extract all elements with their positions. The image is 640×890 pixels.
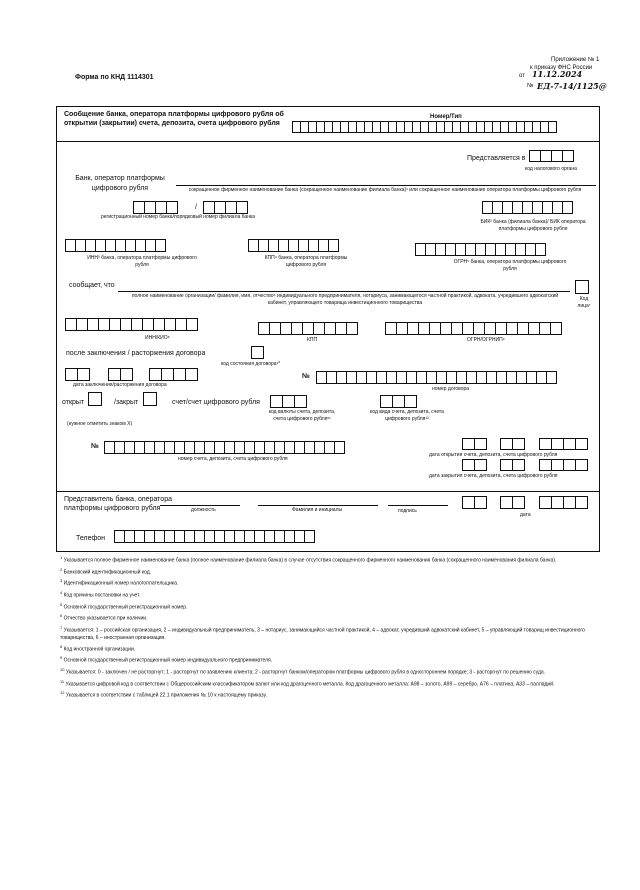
contract-day-cells[interactable]	[65, 368, 89, 381]
rep-date-caption: дата	[520, 512, 531, 518]
form-code: Форма по КНД 1114301	[75, 74, 154, 81]
closed-checkbox[interactable]	[143, 392, 157, 406]
rep-signature-caption: подпись	[398, 508, 417, 514]
appendix-line2: к приказу ФНС России	[530, 65, 593, 71]
footnote-number: 11	[60, 678, 65, 684]
footnote-text: Идентификационный номер налогоплательщика.	[62, 580, 179, 587]
footnote-number: 5	[60, 601, 63, 607]
contract-month-cells[interactable]	[108, 368, 132, 381]
footnote-text: Код иностранной организации.	[62, 646, 136, 653]
footnote-item	[60, 566, 590, 577]
footnote-item	[60, 612, 590, 623]
bik-cells[interactable]	[482, 201, 572, 214]
contract-number-cells[interactable]	[316, 371, 556, 384]
footnote-number: 8	[60, 643, 63, 649]
appendix-no: №	[527, 83, 534, 89]
footnote-item	[60, 577, 590, 588]
footnote-extra: Код драгоценного металла: А98 – золото, А99 – серебро, А76 – платина, А33 – палладий.	[344, 681, 555, 688]
client-name-caption: полное наименование организации/ фамилия, имя, отчество⁶ индивидуального предпринимателя, нотариуса, занимающегося частной практикой, адвоката, учредившего адвокатский кабинет, управляющего товарища инвестиционного товарищества	[131, 293, 559, 306]
appendix-date: 11.12.2024	[532, 69, 583, 79]
footnote-item	[60, 624, 590, 642]
bank-inn-cells[interactable]	[65, 239, 165, 252]
bank-reg-slash: /	[195, 204, 197, 211]
account-label: счет/счет цифрового рубля	[172, 399, 260, 406]
footnote-item	[60, 643, 590, 654]
client-inn-caption: ИНН/КИО⁸	[145, 335, 170, 341]
client-ogrn-cells[interactable]	[385, 322, 561, 335]
rep-name-line	[258, 505, 378, 506]
bank-kpp-caption: КПП⁴ банка, оператора платформы цифрового рубля	[264, 255, 348, 268]
closed-label: /закрыт	[114, 399, 139, 406]
person-code-cell[interactable]	[575, 280, 589, 294]
close-month-cells[interactable]	[500, 459, 524, 471]
currency-caption: код валюты счета, депозита, счета цифрового рубля¹¹	[268, 409, 336, 422]
client-kpp-cells[interactable]	[258, 322, 357, 335]
appendix-number: ЕД-7-14/1125@	[537, 81, 607, 91]
page-label: Номер/Тип	[430, 114, 462, 120]
rep-label: Представитель банка, оператора платформы цифрового рубля	[64, 496, 172, 512]
contract-date-caption: дата заключения/расторжения договора	[73, 382, 167, 388]
title-divider	[56, 141, 600, 142]
bank-reg-cells[interactable]	[133, 201, 177, 214]
rep-day-cells[interactable]	[462, 496, 486, 509]
close-year-cells[interactable]	[539, 459, 587, 471]
rep-divider	[56, 491, 600, 492]
bank-reg-caption: регистрационный номер банка/порядковый номер филиала банка	[101, 214, 256, 220]
footnote-number: 2	[60, 566, 63, 572]
account-type-caption: код вида счета, депозита, счета цифрового рубля¹²	[370, 409, 444, 422]
account-type-cells[interactable]	[380, 395, 416, 408]
footnote-text: Указывается: 0 - заключен / не расторгнут; 1 - расторгнут по заявлению клиента; 2 - расторгнут банком/оператором платформы цифрового рубля в одностороннем порядке; 3 - расторгнут по решению суда.	[64, 669, 546, 676]
rep-year-cells[interactable]	[539, 496, 587, 509]
bank-inn-caption: ИНН³ банка, оператора платформы цифрового рубля	[87, 255, 197, 268]
form-title: Сообщение банка, оператора платформы цифрового рубля об открытии (закрытии) счета, депозита, счета цифрового рубля	[64, 111, 284, 127]
footnote-item	[60, 601, 590, 612]
footnote-text: Банковский идентификационный код.	[62, 569, 152, 576]
open-year-cells[interactable]	[539, 438, 587, 450]
bank-name-line	[176, 185, 596, 186]
bank-label: Банк, оператор платформы цифрового рубля	[75, 175, 165, 192]
close-day-cells[interactable]	[462, 459, 486, 471]
footnote-number: 1	[60, 555, 63, 560]
footnote-number: 6	[60, 613, 63, 619]
contract-state-caption: код состояния договора¹⁰	[221, 361, 281, 367]
bik-caption: БИК² банка (филиала банка)/ БИК оператора платформы цифрового рубля	[480, 219, 586, 232]
account-number-cells[interactable]	[104, 441, 344, 454]
contract-number-caption: номер договора	[432, 386, 470, 392]
footnote-number: 4	[60, 589, 63, 595]
footnote-item	[60, 554, 590, 565]
currency-cells[interactable]	[270, 395, 306, 408]
close-date-caption: дата закрытия счета, депозита, счета цифрового рубля	[429, 473, 558, 479]
rep-position-caption: должность	[191, 507, 216, 513]
bank-ogrn-caption: ОГРН⁵ банка, оператора платформы цифрового рубля	[453, 259, 567, 272]
bank-ogrn-cells[interactable]	[415, 243, 545, 256]
rep-month-cells[interactable]	[500, 496, 524, 509]
footnote-number: 7	[60, 624, 63, 630]
appendix-line1: Приложение № 1	[551, 57, 600, 63]
open-date-caption: дата открытия счета, депозита, счета цифрового рубля	[429, 452, 558, 458]
appendix-from: от	[519, 73, 525, 79]
tax-authority-cells[interactable]	[529, 150, 573, 162]
footnote-item	[60, 589, 590, 600]
contract-no-symbol: №	[302, 373, 310, 380]
phone-cells[interactable]	[114, 530, 314, 543]
footnote-item	[60, 678, 590, 689]
footnote-number: 10	[60, 666, 65, 672]
footnote-text: Отчество указывается при наличии.	[62, 615, 148, 622]
tax-authority-caption: код налогового органа	[525, 166, 577, 172]
presented-in-label: Представляется в	[467, 155, 526, 162]
client-inn-cells[interactable]	[65, 318, 197, 331]
footnote-text: Код причины постановки на учет.	[62, 592, 141, 599]
client-ogrn-caption: ОГРН/ОГРНИП⁹	[467, 337, 505, 343]
open-month-cells[interactable]	[500, 438, 524, 450]
footnote-text: Основной государственный регистрационный номер индивидуального предпринимателя.	[62, 657, 273, 664]
account-no-symbol: №	[91, 443, 99, 450]
footnote-item	[60, 654, 590, 665]
footnote-number: 12	[60, 690, 65, 696]
client-kpp-caption: КПП	[307, 337, 318, 343]
footnote-number: 3	[60, 578, 63, 584]
account-number-caption: номер счета, депозита, счета цифрового рубля	[178, 456, 288, 462]
footnote-text: Указывается цифровой код в соответствии с Общероссийским классификатором валют или код драгоценного металла.	[64, 681, 345, 688]
footnote-number: 9	[60, 655, 63, 661]
client-name-line	[118, 291, 570, 292]
contract-year-cells[interactable]	[149, 368, 197, 381]
bank-kpp-cells[interactable]	[248, 239, 338, 252]
rep-position-line	[160, 505, 240, 506]
reports-label: сообщает, что	[69, 282, 115, 289]
page-cells[interactable]	[292, 121, 556, 133]
contract-state-cell[interactable]	[251, 346, 264, 359]
bank-branch-cells[interactable]	[203, 201, 247, 214]
footnotes	[60, 554, 590, 701]
footnote-text: Указывается в соответствии с таблицей 22.1 приложения № 10 к настоящему приказу.	[64, 692, 267, 699]
footnote-text: Указывается полное фирменное наименование банка (полное наименование филиала банка) в случае отсутствия сокращенного фирменного наименования банка (сокращенного наименования филиала банка).	[62, 557, 557, 564]
rep-signature-line	[388, 505, 448, 506]
bank-name-caption: сокращенное фирменное наименование банка (сокращенное наименование филиала банка)¹ или сокращенное наименование оператора платформы цифрового рубля	[188, 187, 582, 193]
footnote-text: Основной государственный регистрационный номер.	[62, 604, 188, 611]
phone-label: Телефон	[76, 535, 106, 542]
opened-checkbox[interactable]	[88, 392, 102, 406]
rep-name-caption: Фамилия и инициалы	[292, 507, 343, 513]
footnote-item	[60, 666, 590, 677]
open-day-cells[interactable]	[462, 438, 486, 450]
person-code-caption: Код лица⁷	[577, 296, 591, 309]
contract-after-label: после заключения / расторжения договора	[66, 350, 206, 357]
opened-label: открыт	[62, 399, 85, 406]
footnote-item	[60, 689, 590, 700]
footnote-text: Указывается: 1 – российская организация, 2 – индивидуальный предприниматель, 3 – нотариус, занимающийся частной практикой, 4 – адвокат, учредивший адвокатский кабинет, 5 – управляющий товарищ инвестиционного товарищества, 6 – иностранная организация.	[60, 627, 585, 641]
mark-note: (нужное отметить знаком Х)	[67, 421, 133, 427]
